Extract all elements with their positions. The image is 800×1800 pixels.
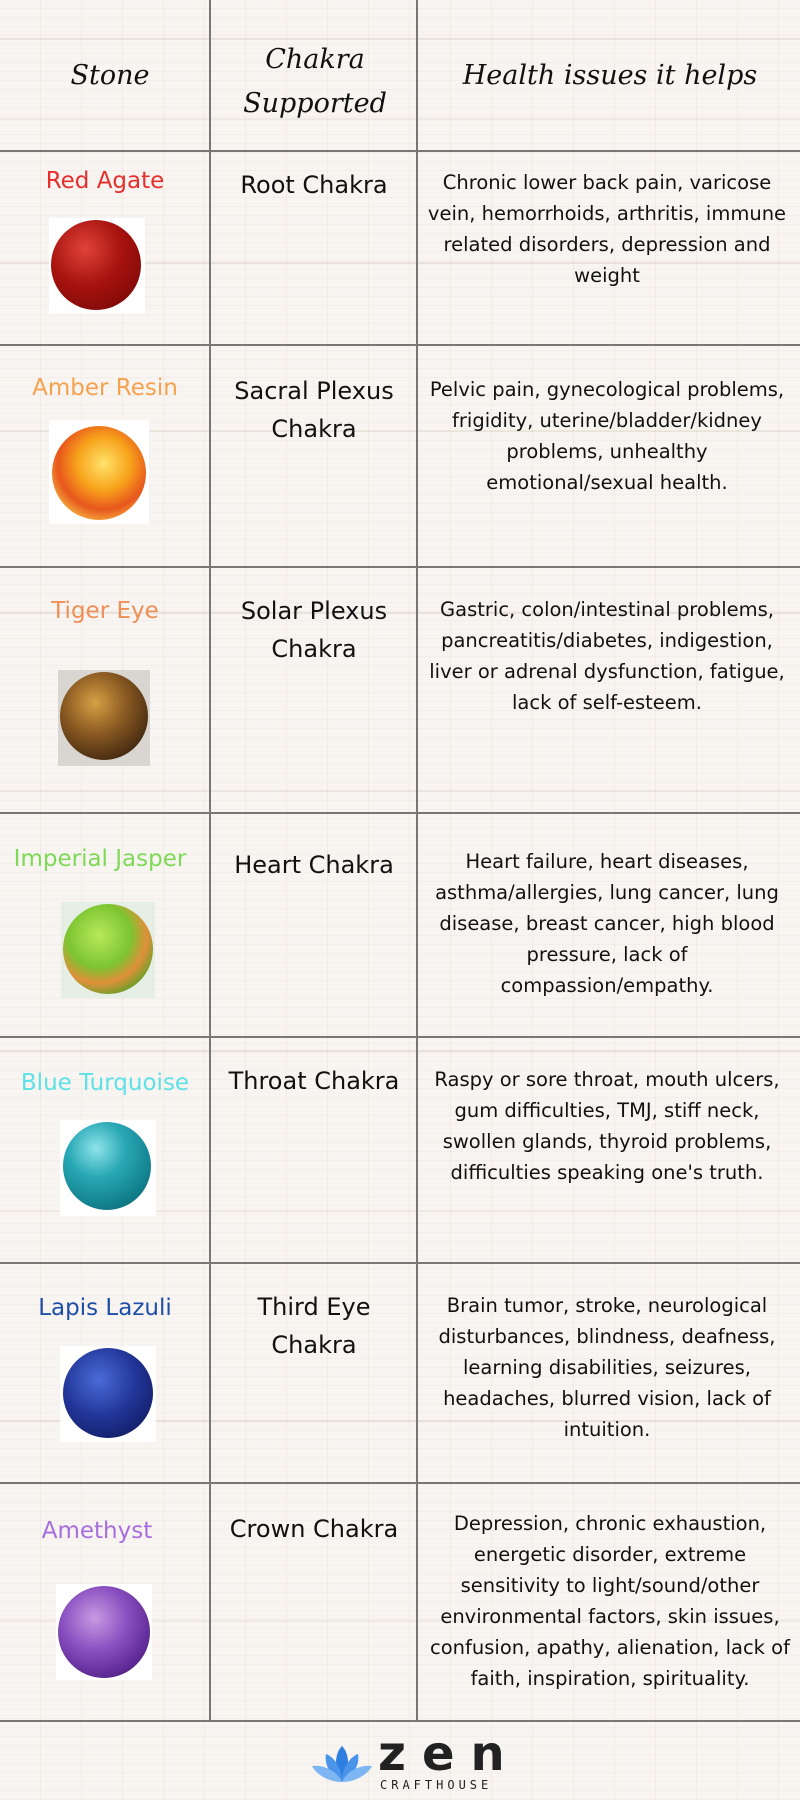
chakra-name: Third Eye Chakra [257,1293,371,1359]
amethyst-stone [58,1586,150,1678]
wood-grain [0,118,800,120]
chakra-name: Root Chakra [240,171,388,199]
lotus-icon [310,1742,374,1790]
chakra-name: Throat Chakra [228,1067,400,1095]
stone-name: Imperial Jasper [13,846,187,872]
wood-grain [0,790,800,792]
column-divider [209,0,211,1722]
tiger-eye-stone [60,672,148,760]
lapis-lazuli-stone [63,1348,153,1438]
health-issues: Raspy or sore throat, mouth ulcers, gum difficulties, TMJ, stiff neck, swollen glands, thyroid problems, difficulties speaking one's truth. [434,1068,780,1184]
amber-resin-stone [52,426,146,520]
row-divider [0,1036,800,1038]
logo-wordmark: zen [378,1726,521,1782]
stone-name: Amethyst [41,1518,153,1544]
stone-name: Lapis Lazuli [38,1295,172,1321]
row-divider [0,812,800,814]
header-chakra: Chakra Supported [243,44,387,119]
health-issues: Chronic lower back pain, varicose vein, hemorrhoids, arthritis, immune related disorders, depression and weight [427,171,787,287]
chakra-name: Crown Chakra [229,1515,399,1543]
row-divider [0,344,800,346]
row-divider [0,1482,800,1484]
health-issues: Depression, chronic exhaustion, energetic disorder, extreme sensitivity to light/sound/other environmental factors, skin issues, confusion, apathy, alienation, lack of faith, inspiration, spirituality. [430,1512,790,1690]
health-issues: Gastric, colon/intestinal problems, pancreatitis/diabetes, indigestion, liver or adrenal dysfunction, fatigue, lack of self-esteem. [429,598,785,714]
row-divider [0,566,800,568]
health-issues: Brain tumor, stroke, neurological disturbances, blindness, deafness, learning disabilities, seizures, headaches, blurred vision, lack of intuition. [438,1294,776,1441]
health-issues: Heart failure, heart diseases, asthma/allergies, lung cancer, lung disease, breast cancer, high blood pressure, lack of compassion/empathy. [435,850,779,997]
column-divider [416,0,418,1722]
row-divider [0,150,800,152]
header-stone: Stone [70,60,150,91]
imperial-jasper-stone [63,904,153,994]
chakra-name: Heart Chakra [234,851,394,879]
zen-crafthouse-logo [310,1726,521,1792]
header-health: Health issues it helps [462,60,758,91]
stone-name: Blue Turquoise [20,1070,190,1096]
chakra-name: Sacral Plexus Chakra [234,377,394,443]
blue-turquoise-stone [63,1122,151,1210]
row-divider [0,1720,800,1722]
wood-grain [0,1050,800,1052]
stone-name: Amber Resin [32,375,178,401]
row-divider [0,1262,800,1264]
stone-name: Red Agate [45,168,165,194]
chakra-name: Solar Plexus Chakra [240,597,388,663]
stone-name: Tiger Eye [51,598,159,624]
health-issues: Pelvic pain, gynecological problems, frigidity, uterine/bladder/kidney problems, unhealthy emotional/sexual health. [429,378,785,494]
wood-grain [0,38,800,40]
red-agate-stone [51,220,141,310]
logo-tagline: CRAFTHOUSE [380,1778,493,1792]
